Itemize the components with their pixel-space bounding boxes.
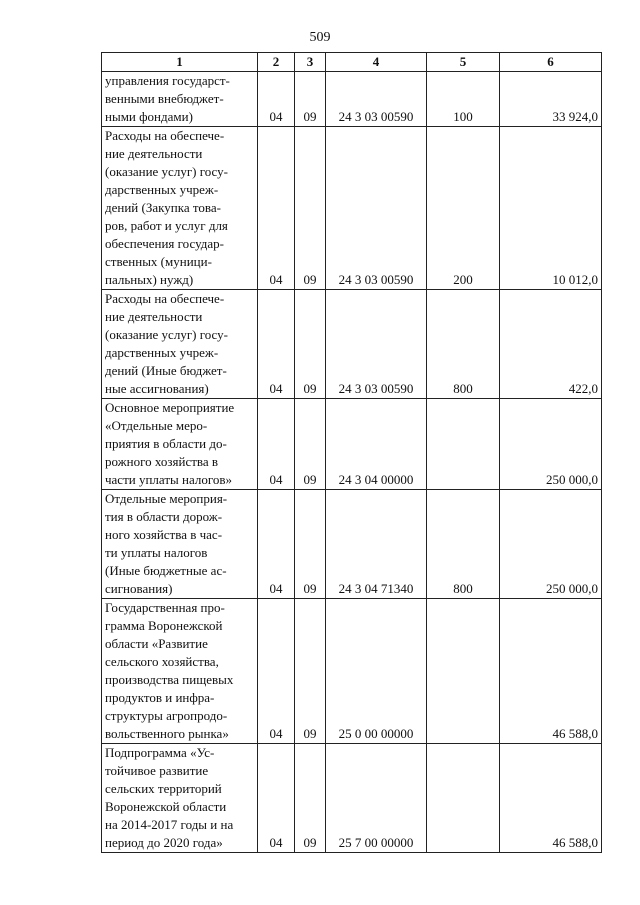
row-expense-type: 800: [427, 490, 500, 599]
row-amount: 46 588,0: [500, 744, 602, 853]
row-target-code: 24 3 03 00590: [326, 290, 427, 399]
header-col-4: 4: [326, 53, 427, 72]
row-name: Государственная про- грамма Воронежской области «Развитие сельского хозяйства, производства пищевых продуктов и инфра- структуры агропродо- вольственного рынка»: [102, 599, 258, 744]
row-section: 04: [258, 599, 295, 744]
row-name: Расходы на обеспече- ние деятельности (оказание услуг) госу- дарственных учреж- дений (Иные бюджет- ные ассигнования): [102, 290, 258, 399]
row-expense-type: [427, 399, 500, 490]
row-expense-type: [427, 599, 500, 744]
row-subsection: 09: [295, 399, 326, 490]
row-name: Расходы на обеспече- ние деятельности (оказание услуг) госу- дарственных учреж- дений (Закупка това- ров, работ и услуг для обеспечения государ- ственных (муници- пальных) нужд): [102, 127, 258, 290]
header-col-3: 3: [295, 53, 326, 72]
row-section: 04: [258, 72, 295, 127]
row-target-code: 24 3 04 00000: [326, 399, 427, 490]
row-amount: 250 000,0: [500, 490, 602, 599]
table-row: [102, 490, 602, 599]
header-col-5: 5: [427, 53, 500, 72]
table-row: [102, 599, 602, 744]
row-subsection: 09: [295, 490, 326, 599]
table-row: [102, 290, 602, 399]
header-row: [102, 53, 602, 72]
row-target-code: 25 0 00 00000: [326, 599, 427, 744]
row-name: Подпрограмма «Ус- тойчивое развитие сельских территорий Воронежской области на 2014-2017 годы и на период до 2020 года»: [102, 744, 258, 853]
row-subsection: 09: [295, 744, 326, 853]
header-col-6: 6: [500, 53, 602, 72]
row-amount: 422,0: [500, 290, 602, 399]
row-name: Отдельные мероприя- тия в области дорож- ного хозяйства в час- ти уплаты налогов (Иные бюджетные ас- сигнования): [102, 490, 258, 599]
row-section: 04: [258, 490, 295, 599]
table-row: [102, 399, 602, 490]
row-section: 04: [258, 744, 295, 853]
table-row: [102, 744, 602, 853]
row-expense-type: [427, 744, 500, 853]
row-section: 04: [258, 290, 295, 399]
row-amount: 33 924,0: [500, 72, 602, 127]
row-expense-type: 200: [427, 127, 500, 290]
row-target-code: 24 3 04 71340: [326, 490, 427, 599]
budget-table: [101, 52, 602, 853]
row-name: Основное мероприятие «Отдельные меро- приятия в области до- рожного хозяйства в части уплаты налогов»: [102, 399, 258, 490]
row-subsection: 09: [295, 599, 326, 744]
page-number: 509: [309, 30, 331, 45]
header-col-2: 2: [258, 53, 295, 72]
row-target-code: 24 3 03 00590: [326, 127, 427, 290]
row-name: управления государст- венными внебюджет- ными фондами): [102, 72, 258, 127]
row-amount: 250 000,0: [500, 399, 602, 490]
table-row: [102, 72, 602, 127]
header-col-1: 1: [102, 53, 258, 72]
row-amount: 46 588,0: [500, 599, 602, 744]
row-target-code: 25 7 00 00000: [326, 744, 427, 853]
row-subsection: 09: [295, 72, 326, 127]
row-subsection: 09: [295, 290, 326, 399]
row-amount: 10 012,0: [500, 127, 602, 290]
row-subsection: 09: [295, 127, 326, 290]
row-target-code: 24 3 03 00590: [326, 72, 427, 127]
table-row: [102, 127, 602, 290]
row-expense-type: 100: [427, 72, 500, 127]
row-section: 04: [258, 127, 295, 290]
row-section: 04: [258, 399, 295, 490]
row-expense-type: 800: [427, 290, 500, 399]
